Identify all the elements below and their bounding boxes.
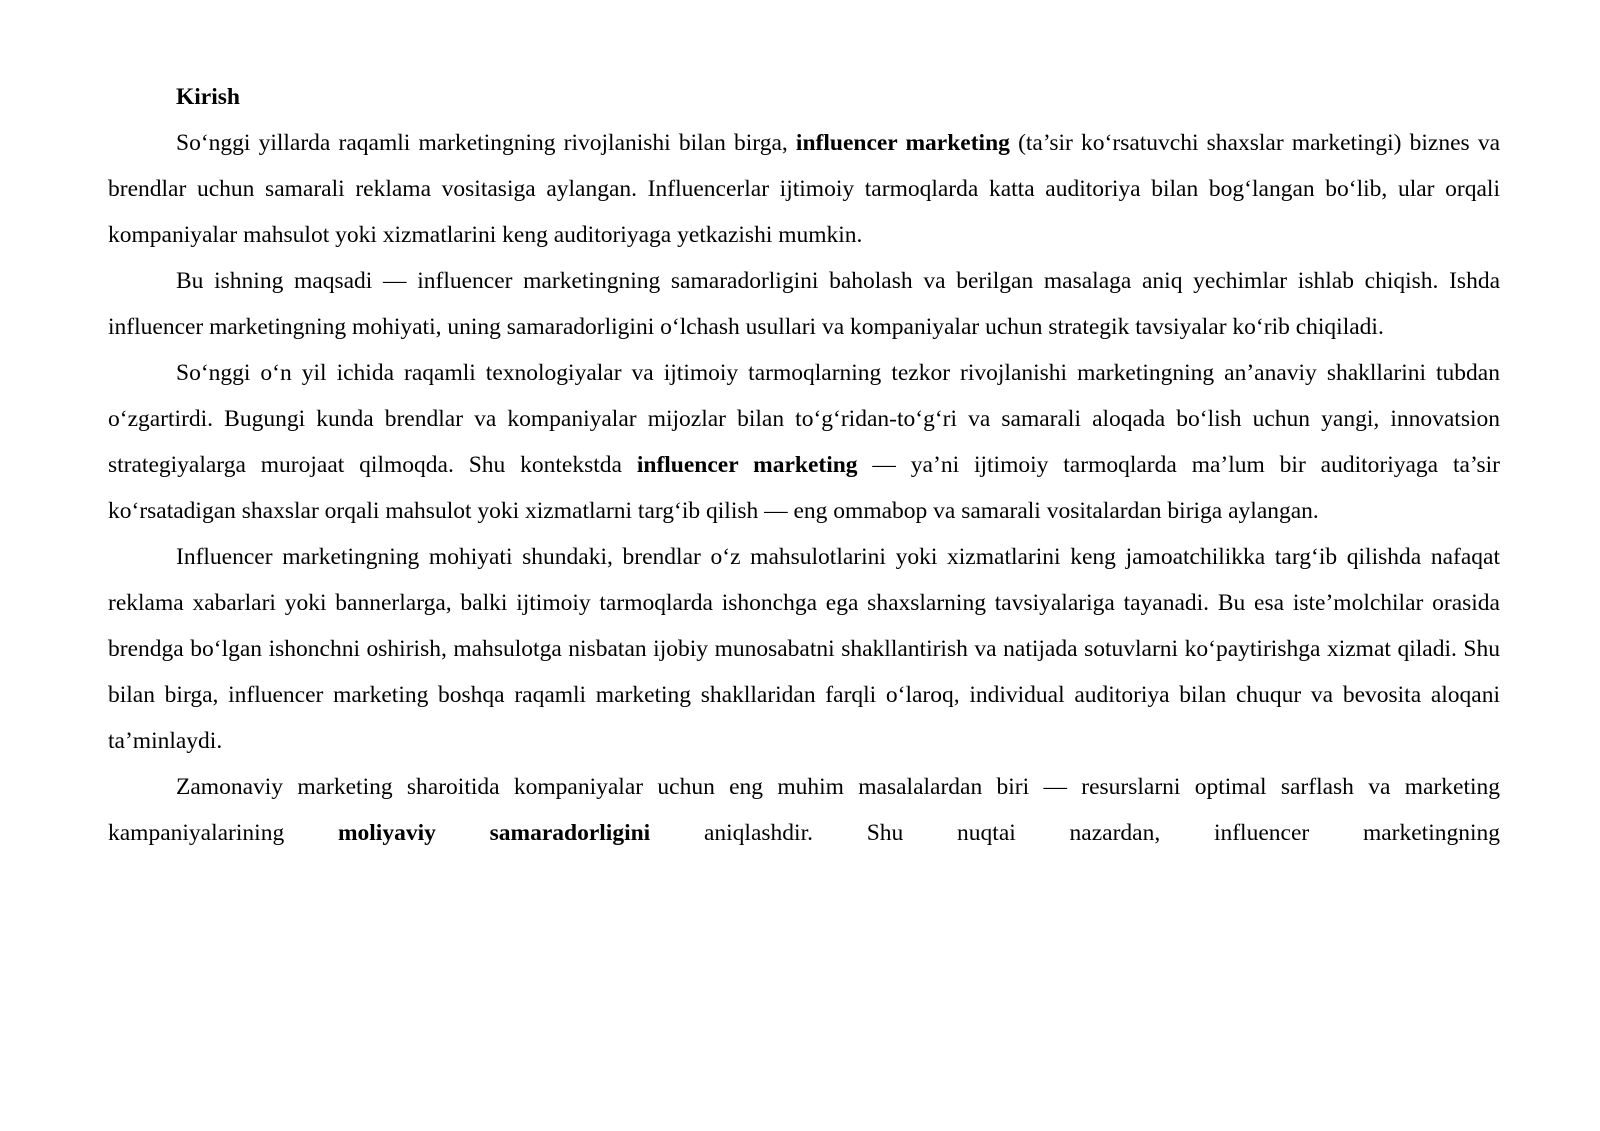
paragraph-efficiency bbox=[108, 764, 1500, 856]
bold-term: influencer marketing bbox=[636, 452, 858, 478]
paragraph-text: Zamonaviy marketing sharoitida kompaniyalar uchun eng muhim masalalardan biri — resurslarni optimal sarflash va marketing kampaniyalarining bbox=[108, 774, 1500, 846]
paragraph-text: (ta’sir ko‘rsatuvchi shaxslar marketingi) biznes va brendlar uchun samarali reklama vositasiga aylangan. Influencerlar ijtimoiy tarmoqlarda katta auditoriya bilan bog‘langan bo‘lib, ular orqali kompaniyalar mahsulot yoki xizmatlarini keng auditoriyaga yetkazishi mumkin. bbox=[108, 130, 1500, 248]
paragraph-text: aniqlashdir. Shu nuqtai nazardan, influencer marketingning bbox=[650, 820, 1501, 846]
document-body bbox=[108, 74, 1500, 856]
bold-term: influencer marketing bbox=[795, 130, 1010, 156]
section-heading: Kirish bbox=[176, 84, 240, 110]
paragraph-text: Influencer marketingning mohiyati shundaki, brendlar o‘z mahsulotlarini yoki xizmatlarini keng jamoatchilikka targ‘ib qilishda nafaqat reklama xabarlari yoki bannerlarga, balki ijtimoiy tarmoqlarda ishonchga ega shaxslarning tavsiyalariga tayanadi. Bu esa iste’molchilar orasida brendga bo‘lgan ishonchni oshirish, mahsulotga nisbatan ijobiy munosabatni shakllantirish va natijada sotuvlarni ko‘paytirishga xizmat qiladi. Shu bilan birga, influencer marketing boshqa raqamli marketing shakllaridan farqli o‘laroq, individual auditoriya bilan chuqur va bevosita aloqani ta’minlaydi. bbox=[108, 544, 1500, 754]
paragraph-goal bbox=[108, 258, 1500, 350]
paragraph-text: So‘nggi yillarda raqamli marketingning rivojlanishi bilan birga, bbox=[176, 130, 796, 156]
paragraph-text: So‘nggi o‘n yil ichida raqamli texnologiyalar va ijtimoiy tarmoqlarning tezkor rivojlanishi marketingning an’anaviy shakllarini tubdan o‘zgartirdi. Bugungi kunda brendlar va kompaniyalar mijozlar bilan to‘g‘ridan-to‘g‘ri va samarali aloqada bo‘lish uchun yangi, innovatsion strategiyalarga murojaat qilmoqda. Shu kontekstda bbox=[108, 360, 1500, 478]
bold-term: moliyaviy samaradorligini bbox=[337, 820, 651, 846]
paragraph-essence bbox=[108, 534, 1500, 764]
paragraph-text: — ya’ni ijtimoiy tarmoqlarda ma’lum bir auditoriyaga ta’sir ko‘rsatadigan shaxslar orqali mahsulot yoki xizmatlarni targ‘ib qilish — eng ommabop va samarali vositalardan biriga aylangan. bbox=[108, 452, 1500, 524]
paragraph-context bbox=[108, 350, 1500, 534]
paragraph-intro bbox=[108, 120, 1500, 258]
paragraph-text: Bu ishning maqsadi — influencer marketingning samaradorligini baholash va berilgan masalaga aniq yechimlar ishlab chiqish. Ishda influencer marketingning mohiyati, uning samaradorligini o‘lchash usullari va kompaniyalar uchun strategik tavsiyalar ko‘rib chiqiladi. bbox=[108, 268, 1500, 340]
